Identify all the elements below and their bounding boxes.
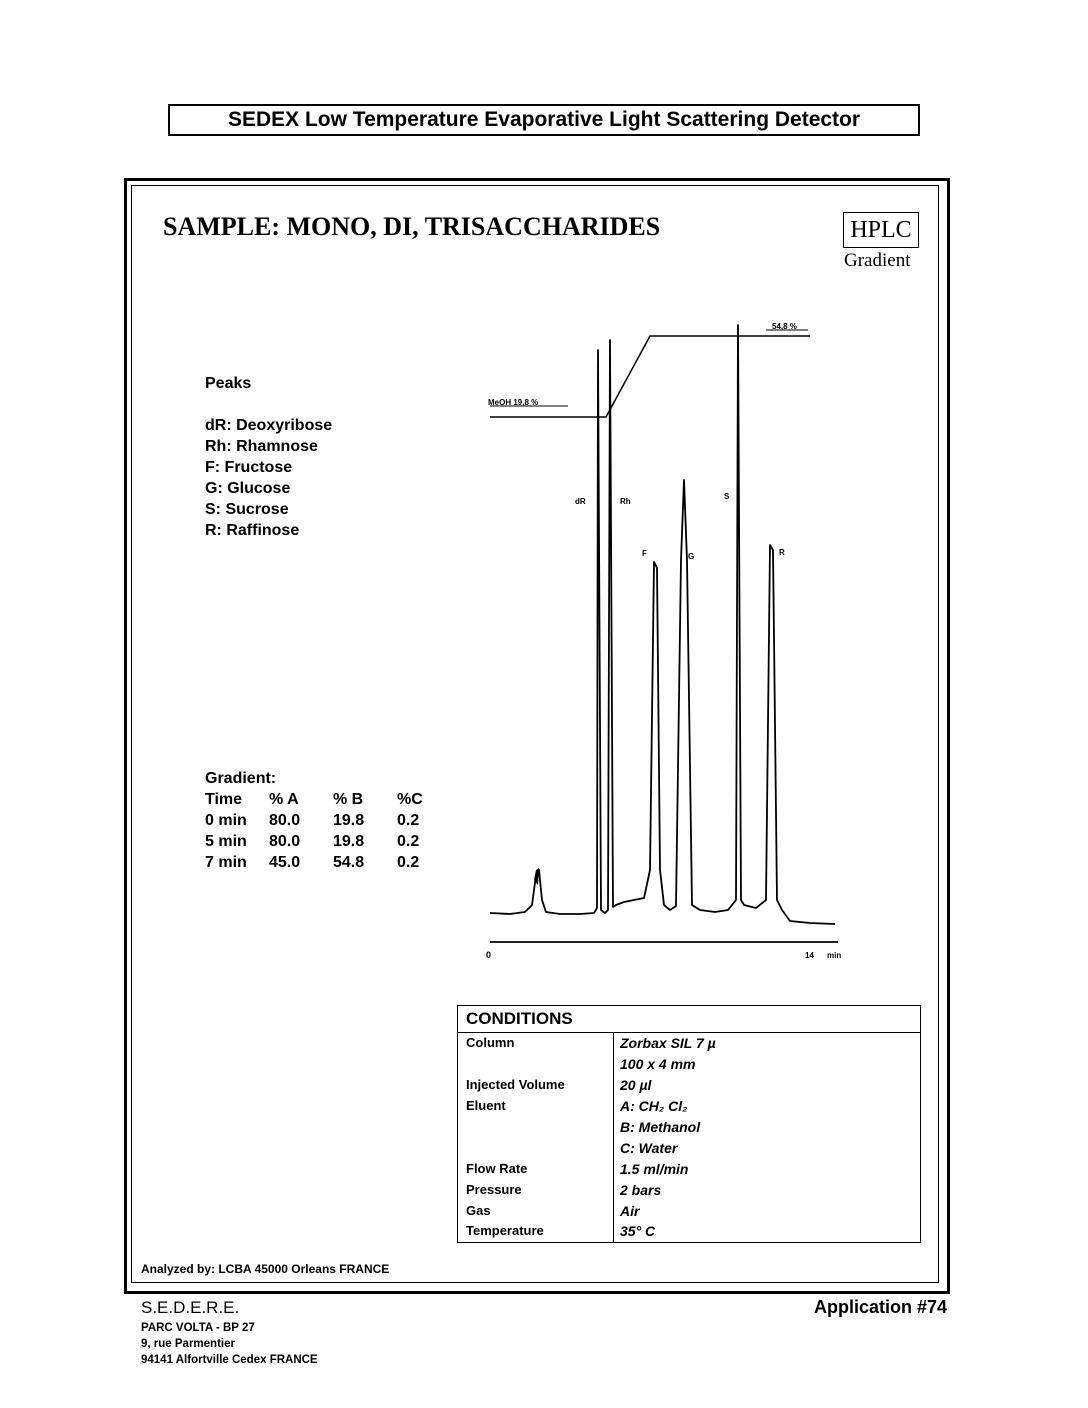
gradient-header-row [205,789,423,810]
address-line: 9, rue Parmentier [141,1338,235,1350]
peaks-legend [205,373,332,541]
gradient-cell: 80.0 [269,812,301,829]
gradient-cell: 80.0 [269,833,301,850]
condition-value: Zorbax SIL 7 µ [620,1035,716,1051]
condition-label: Temperature [466,1223,544,1238]
peak-label-F: F [642,549,647,558]
method-mode: Gradient [844,250,911,271]
gradient-cell: 45.0 [269,854,301,871]
condition-value: C: Water [620,1140,678,1156]
condition-value: 100 x 4 mm [620,1056,696,1072]
conditions-heading: CONDITIONS [458,1006,920,1033]
conditions-body [458,1033,920,1242]
peak-item: S: Sucrose [205,501,289,518]
gradient-row [205,831,423,852]
time-axis-end: 14 [805,951,814,960]
gradient-end-label: 54,8 % [772,322,797,331]
condition-value: A: CH₂ Cl₂ [620,1098,688,1114]
gradient-heading: Gradient: [205,770,277,787]
gradient-col-header: % B [333,791,364,808]
company-name: S.E.D.E.R.E. [141,1298,240,1317]
gradient-cell: 0.2 [397,854,420,871]
condition-value: 2 bars [620,1182,662,1198]
condition-label: Eluent [466,1098,506,1113]
condition-value: B: Methanol [620,1119,701,1135]
peak-item: F: Fructose [205,459,293,476]
peak-item: Rh: Rhamnose [205,438,318,455]
peak-item: R: Raffinose [205,522,300,539]
gradient-cell: 54.8 [333,854,365,871]
condition-label: Pressure [466,1182,522,1197]
method-badge: HPLC [843,212,919,248]
condition-label: Gas [466,1203,491,1218]
condition-value: 1.5 ml/min [620,1161,689,1177]
time-axis-unit: min [827,951,842,960]
gradient-col-header: Time [205,791,243,808]
address-line: 94141 Alfortville Cedex FRANCE [141,1354,318,1366]
condition-label: Flow Rate [466,1161,528,1176]
gradient-cell: 0 min [205,812,247,829]
gradient-row [205,810,423,831]
analyzed-by: Analyzed by: LCBA 45000 Orleans FRANCE [141,1262,390,1276]
gradient-cell: 5 min [205,833,247,850]
condition-label: Column [466,1035,515,1050]
gradient-col-header: % A [269,791,299,808]
chromatogram-trace [490,325,835,924]
time-axis-start: 0 [486,950,492,960]
condition-value: Air [620,1203,640,1219]
gradient-row [205,852,423,873]
chromatogram [470,310,850,970]
conditions-table [457,1005,921,1243]
peak-item: G: Glucose [205,480,291,497]
peak-label-G: G [688,552,695,561]
conditions-divider [613,1033,614,1242]
document-title: SEDEX Low Temperature Evaporative Light Scattering Detector [168,104,920,136]
gradient-cell: 19.8 [333,812,365,829]
condition-value: 35° C [620,1223,656,1239]
peak-label-dR: dR [575,497,586,506]
gradient-start-label: MeOH 19,8 % [488,398,539,407]
application-number: Application #74 [813,1297,947,1317]
gradient-cell: 7 min [205,854,247,871]
peak-label-S: S [724,492,730,501]
sample-title: SAMPLE: MONO, DI, TRISACCHARIDES [163,212,661,241]
condition-value: 20 µl [620,1077,652,1093]
address-line: PARC VOLTA - BP 27 [141,1322,255,1334]
peaks-heading: Peaks [205,375,252,392]
peak-label-R: R [779,548,785,557]
peak-label-Rh: Rh [620,497,631,506]
condition-label: Injected Volume [466,1077,565,1092]
gradient-col-header: %C [397,791,423,808]
company-address [141,1320,318,1368]
gradient-table [205,768,423,873]
gradient-cell: 19.8 [333,833,365,850]
peak-item: dR: Deoxyribose [205,417,333,434]
gradient-cell: 0.2 [397,833,420,850]
gradient-cell: 0.2 [397,812,420,829]
